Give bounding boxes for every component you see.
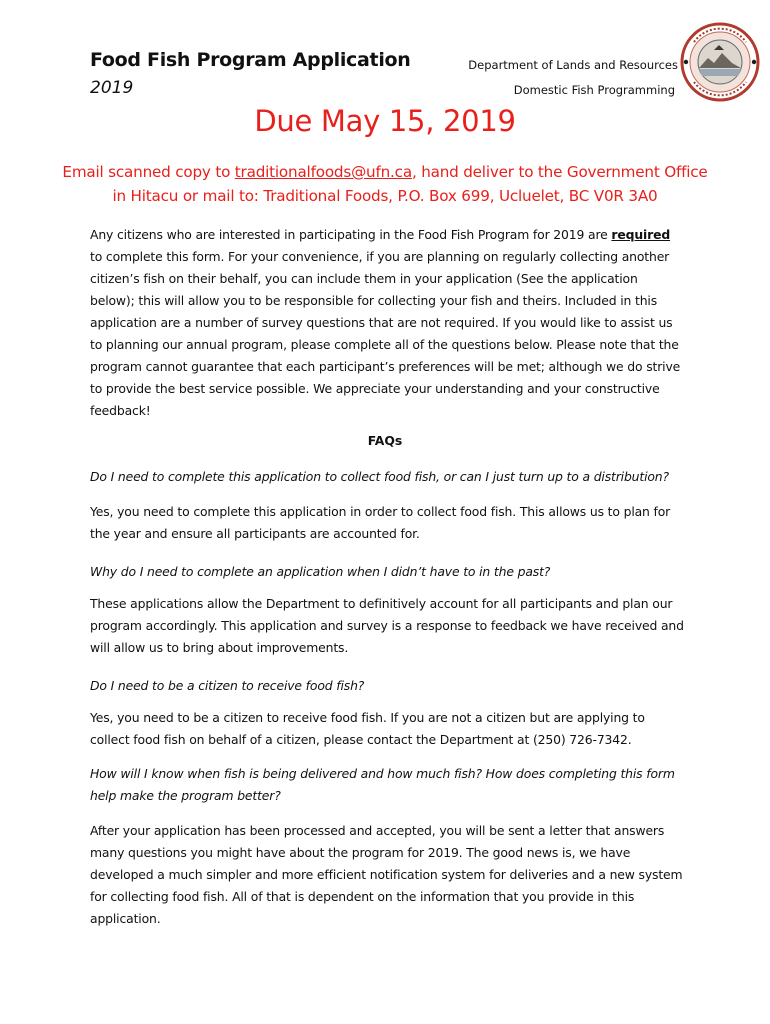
intro-part1: Any citizens who are interested in participating in the Food Fish Program for 2019 are bbox=[90, 227, 612, 242]
faq-answer: After your application has been processed and accepted, you will be sent a letter that answers many questions you might have about the program for 2019. The good news is, we have developed a much simpler and more efficient notification system for deliveries and a new system for collecting food fish. All of that is dependent on the information that you provide in this application. bbox=[90, 823, 683, 926]
faq-answer: These applications allow the Department to definitively account for all participants and plan our program accordingly. This application and survey is a response to feedback we have received and will allow us to bring about improvements. bbox=[90, 596, 684, 655]
document-year: 2019 bbox=[90, 78, 134, 98]
intro-required-emphasis: required bbox=[611, 227, 671, 242]
faq-heading: FAQs bbox=[367, 433, 403, 448]
intro-part2: to complete this form. For your convenience, if you are planning on regularly collecting another citizen’s fish on their behalf, you can include them in your application (See the application below); this will allow you to be responsible for collecting your fish and theirs. Included in this application are a number of survey questions that are not required. If you would like to assist us to planning our annual program, please complete all of the questions below. Please note that the program cannot guarantee that each participant’s preferences will be met; although we do strive to provide the best service possible. We appreciate your understanding and your constructive feedback! bbox=[90, 249, 681, 418]
organization-seal-logo bbox=[680, 22, 760, 102]
email-link[interactable]: traditionalfoods@ufn.ca bbox=[234, 163, 412, 181]
faq-question: How will I know when fish is being delivered and how much fish? How does completing this form help make the program better? bbox=[90, 766, 675, 803]
subdepartment-name: Domestic Fish Programming bbox=[513, 83, 675, 97]
faq-question: Do I need to be a citizen to receive food fish? bbox=[90, 678, 365, 693]
document-title: Food Fish Program Application bbox=[90, 49, 411, 71]
department-name: Department of Lands and Resources bbox=[468, 58, 678, 72]
faq-answer: Yes, you need to complete this application in order to collect food fish. This allows us to plan for the year and ensure all participants are accounted for. bbox=[90, 504, 671, 541]
due-date-heading: Due May 15, 2019 bbox=[254, 104, 516, 138]
intro-paragraph bbox=[90, 224, 685, 422]
submission-prefix: Email scanned copy to bbox=[62, 163, 235, 181]
faq-answer: Yes, you need to be a citizen to receive food fish. If you are not a citizen but are applying to collect food fish on behalf of a citizen, please contact the Department at (250) 726-7342. bbox=[90, 710, 645, 747]
submission-suffix: , hand deliver to the Government Office in Hitacu or mail to: Traditional Foods, P.O. Box 699, Ucluelet, BC V0R 3A0 bbox=[112, 163, 708, 205]
faq-question: Why do I need to complete an application when I didn’t have to in the past? bbox=[90, 564, 551, 579]
faq-question: Do I need to complete this application to collect food fish, or can I just turn up to a distribution? bbox=[90, 469, 669, 484]
submission-instructions bbox=[60, 160, 710, 208]
